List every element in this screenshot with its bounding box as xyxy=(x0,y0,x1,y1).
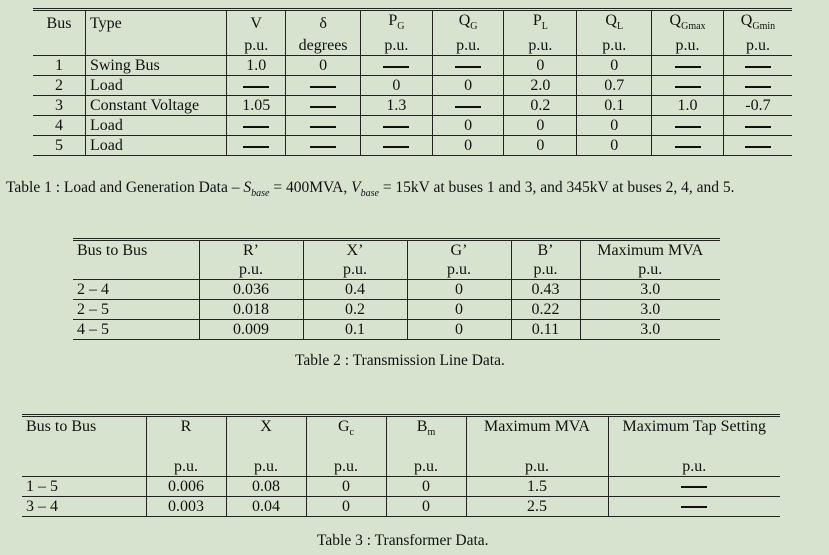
dash-mark xyxy=(745,146,771,148)
table-cell: 0.7 xyxy=(577,76,652,96)
units-row xyxy=(33,36,792,56)
table-cell: 2.5 xyxy=(466,497,608,517)
column-header: $B_m$ xyxy=(386,416,466,458)
table-cell xyxy=(652,56,724,76)
table-cell: 0 xyxy=(306,477,386,497)
unit-cell: p.u. xyxy=(511,260,580,280)
table-cell: 2 – 4 xyxy=(73,280,199,300)
dash-mark xyxy=(455,106,481,108)
header-row xyxy=(22,416,780,458)
unit-cell: p.u. xyxy=(227,36,286,56)
table-cell: Constant Voltage xyxy=(85,96,226,116)
table3-caption: Table 3 : Transformer Data. xyxy=(317,532,489,549)
dash-mark xyxy=(310,126,336,128)
table-cell: 0 xyxy=(407,300,511,320)
column-header: X xyxy=(226,416,306,458)
table-cell xyxy=(608,497,780,517)
table-row xyxy=(22,497,780,517)
table-row xyxy=(33,96,792,116)
unit-cell: p.u. xyxy=(504,36,577,56)
table-cell: 0.08 xyxy=(226,477,306,497)
table-cell: 0 xyxy=(577,136,652,156)
table-cell: 0.036 xyxy=(199,280,303,300)
table-cell: 0 xyxy=(407,280,511,300)
table-cell: 0 xyxy=(432,116,504,136)
header-row xyxy=(73,240,720,261)
column-header: Bus to Bus xyxy=(22,416,146,458)
table-cell xyxy=(361,136,433,156)
table-cell xyxy=(227,136,286,156)
table-cell xyxy=(286,96,361,116)
table-cell xyxy=(723,76,792,96)
table-cell xyxy=(227,76,286,96)
table-cell: 0.018 xyxy=(199,300,303,320)
table-cell: 0.22 xyxy=(511,300,580,320)
table-row xyxy=(33,76,792,96)
dash-mark xyxy=(383,66,409,68)
column-header: Bus to Bus xyxy=(73,240,199,261)
column-header: $Q_{Gmax}$ xyxy=(652,10,724,37)
column-header: Maximum MVA xyxy=(466,416,608,458)
unit-cell: p.u. xyxy=(580,260,720,280)
dash-mark xyxy=(681,486,707,488)
table-cell: 1 – 5 xyxy=(22,477,146,497)
table-row xyxy=(22,477,780,497)
table-cell: 0.43 xyxy=(511,280,580,300)
table-cell xyxy=(652,76,724,96)
dash-mark xyxy=(243,146,269,148)
table-cell: 1.0 xyxy=(227,56,286,76)
transformer-table xyxy=(22,414,780,517)
dash-mark xyxy=(383,146,409,148)
table-row xyxy=(73,300,720,320)
table-cell xyxy=(432,56,504,76)
table-cell: 3.0 xyxy=(580,280,720,300)
column-header: $Q_{Gmin}$ xyxy=(723,10,792,37)
column-header: R’ xyxy=(199,240,303,261)
unit-cell: p.u. xyxy=(407,260,511,280)
column-header: Maximum Tap Setting xyxy=(608,416,780,458)
table-cell: 5 xyxy=(33,136,85,156)
unit-cell: p.u. xyxy=(199,260,303,280)
table-cell xyxy=(723,136,792,156)
dash-mark xyxy=(455,66,481,68)
table-cell: 0.4 xyxy=(303,280,407,300)
table-cell: 3.0 xyxy=(580,320,720,340)
table-cell: 2 xyxy=(33,76,85,96)
table-cell: 0 xyxy=(386,497,466,517)
transmission-line-table xyxy=(73,238,720,340)
table-cell: 0.1 xyxy=(577,96,652,116)
table-cell: 1 xyxy=(33,56,85,76)
dash-mark xyxy=(675,126,701,128)
table-cell xyxy=(723,116,792,136)
table-cell: Load xyxy=(85,76,226,96)
column-header: Bus xyxy=(33,10,85,37)
table-cell: Load xyxy=(85,116,226,136)
table-cell xyxy=(723,56,792,76)
column-header: Maximum MVA xyxy=(580,240,720,261)
table-cell: 0.006 xyxy=(146,477,226,497)
table-cell: 4 xyxy=(33,116,85,136)
table-cell: 0 xyxy=(432,76,504,96)
table-cell: 0 xyxy=(386,477,466,497)
dash-mark xyxy=(745,86,771,88)
column-header: $P_G$ xyxy=(361,10,433,37)
table-cell: 0 xyxy=(306,497,386,517)
table-cell: 2 – 5 xyxy=(73,300,199,320)
unit-cell: p.u. xyxy=(432,36,504,56)
column-header: $Q_L$ xyxy=(577,10,652,37)
load-generation-table xyxy=(33,8,792,156)
table-cell xyxy=(432,96,504,116)
table-cell: 0 xyxy=(577,116,652,136)
table-cell xyxy=(227,116,286,136)
dash-mark xyxy=(243,86,269,88)
table-row xyxy=(33,136,792,156)
table-cell: 3 – 4 xyxy=(22,497,146,517)
dash-mark xyxy=(310,106,336,108)
dash-mark xyxy=(383,126,409,128)
table-cell xyxy=(608,477,780,497)
column-header: Type xyxy=(85,10,226,37)
units-row xyxy=(22,457,780,477)
table-cell xyxy=(286,76,361,96)
unit-cell: p.u. xyxy=(303,260,407,280)
unit-cell: p.u. xyxy=(466,457,608,477)
table-cell: 0 xyxy=(504,136,577,156)
dash-mark xyxy=(310,86,336,88)
unit-cell: p.u. xyxy=(306,457,386,477)
unit-cell: p.u. xyxy=(361,36,433,56)
table-cell: 0 xyxy=(432,136,504,156)
header-row xyxy=(33,10,792,37)
table-cell: 3 xyxy=(33,96,85,116)
unit-cell: p.u. xyxy=(577,36,652,56)
dash-mark xyxy=(243,126,269,128)
column-header: $P_L$ xyxy=(504,10,577,37)
table-cell: 0 xyxy=(504,116,577,136)
table-cell: 0.009 xyxy=(199,320,303,340)
column-header: V xyxy=(227,10,286,37)
table-row xyxy=(73,320,720,340)
dash-mark xyxy=(681,506,707,508)
units-row xyxy=(73,260,720,280)
unit-cell: p.u. xyxy=(723,36,792,56)
table-cell: 1.3 xyxy=(361,96,433,116)
unit-cell: p.u. xyxy=(386,457,466,477)
table-cell: 1.05 xyxy=(227,96,286,116)
column-header: δ xyxy=(286,10,361,37)
table-cell: 1.0 xyxy=(652,96,724,116)
column-header: B’ xyxy=(511,240,580,261)
table-cell: 0.2 xyxy=(504,96,577,116)
table-cell: 0 xyxy=(577,56,652,76)
table2-caption: Table 2 : Transmission Line Data. xyxy=(295,352,505,369)
table-cell: 0 xyxy=(286,56,361,76)
dash-mark xyxy=(675,86,701,88)
unit-cell: p.u. xyxy=(608,457,780,477)
dash-mark xyxy=(745,126,771,128)
table-cell xyxy=(361,56,433,76)
table-cell: Swing Bus xyxy=(85,56,226,76)
table-cell: 1.5 xyxy=(466,477,608,497)
dash-mark xyxy=(745,66,771,68)
table-cell xyxy=(286,136,361,156)
column-header: X’ xyxy=(303,240,407,261)
dash-mark xyxy=(675,66,701,68)
unit-cell: degrees xyxy=(286,36,361,56)
unit-cell xyxy=(85,36,226,56)
table-cell: 0.11 xyxy=(511,320,580,340)
table-cell: 2.0 xyxy=(504,76,577,96)
unit-cell xyxy=(33,36,85,56)
column-header: G’ xyxy=(407,240,511,261)
table-cell: 3.0 xyxy=(580,300,720,320)
table-cell: 0 xyxy=(361,76,433,96)
table-cell xyxy=(286,116,361,136)
table-cell: 0.04 xyxy=(226,497,306,517)
column-header: $G_c$ xyxy=(306,416,386,458)
dash-mark xyxy=(310,146,336,148)
table-cell: 0 xyxy=(407,320,511,340)
table-row xyxy=(33,56,792,76)
unit-cell xyxy=(73,260,199,280)
unit-cell: p.u. xyxy=(226,457,306,477)
column-header: $Q_G$ xyxy=(432,10,504,37)
table-cell: 0.2 xyxy=(303,300,407,320)
column-header: R xyxy=(146,416,226,458)
table-row xyxy=(73,280,720,300)
table-cell: 0 xyxy=(504,56,577,76)
dash-mark xyxy=(675,146,701,148)
table-cell: 4 – 5 xyxy=(73,320,199,340)
table-cell: Load xyxy=(85,136,226,156)
table-cell xyxy=(361,116,433,136)
unit-cell: p.u. xyxy=(146,457,226,477)
table1-caption: Table 1 : Load and Generation Data – $S_{base} = 400MVA$, $V_{base} = 15kV$ at buses 1 and 3, and 345kV at buses 2, 4, and 5. xyxy=(6,179,735,200)
table-cell xyxy=(652,116,724,136)
table-cell: 0.003 xyxy=(146,497,226,517)
table-cell: 0.1 xyxy=(303,320,407,340)
unit-cell xyxy=(22,457,146,477)
table-row xyxy=(33,116,792,136)
table-cell xyxy=(652,136,724,156)
unit-cell: p.u. xyxy=(652,36,724,56)
table-cell: -0.7 xyxy=(723,96,792,116)
